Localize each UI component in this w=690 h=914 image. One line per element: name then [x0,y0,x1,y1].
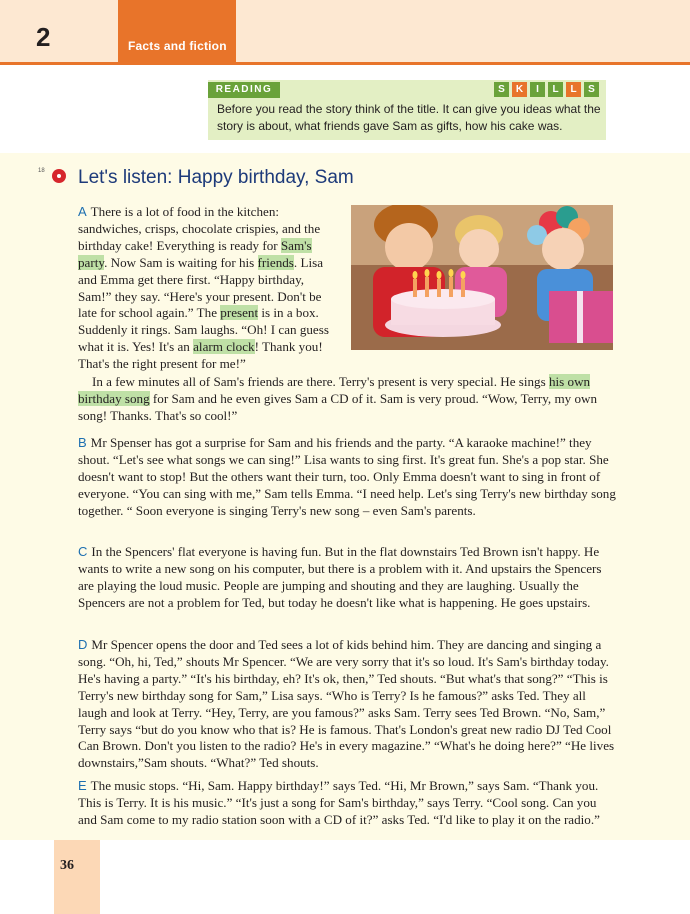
page-number-tab [54,840,100,914]
paragraph-text: Mr Spencer opens the door and Ted sees a lot of kids behind him. They are dancing and singing a song. “Oh, hi, Ted,” shouts Mr Spencer. “We are very sorry that it's so loud. It's Sam's birthday today. He's having a party.” “It's his birthday, eh? It's ok, then,” Ted shouts. “But what's that song?” “This is Terry's new birthday song for Sam,” Lisa says. “Who is Terry? Is he famous?” asks Ted. They all laugh and look at Terry. “Hey, Terry, are you famous?” asks Sam. Terry sees Ted Brown. “No, Sam,” Terry says “but do you know who that is? He is famous. That's London's great new radio DJ Ted Cool Can Brown. Don't you listen to the radio? He's in every magazine.” “What's he doing here?” “He lives downstairs,”Sam shouts. “What?” Ted shouts. [78,637,615,771]
story-paragraph-d [78,637,618,772]
chapter-number: 2 [36,22,51,52]
cd-audio-icon[interactable] [52,169,66,183]
page-number: 36 [60,858,74,873]
section-letter: E [78,778,87,793]
section-letter: B [78,435,87,450]
highlighted-word: Sam's party [78,237,312,270]
story-paragraph-a-continued [78,374,618,425]
story-paragraph-e [78,778,618,829]
highlighted-word: his own birthday song [78,374,591,406]
skills-badge [494,82,599,97]
skills-letter: S [494,82,509,97]
skills-letter: S [584,82,599,97]
skills-letter: K [512,82,527,97]
skills-letter: L [548,82,563,97]
highlighted-word: friends [257,254,294,270]
paragraph-text: ! Thank you! That's the right present for me!” [78,339,323,372]
skills-letter: L [566,82,581,97]
skills-letter: I [530,82,545,97]
paragraph-text: In the Spencers' flat everyone is having fun. But in the flat downstairs Ted Brown isn't happy. He wants to write a new song on his computer, but there is a problem with it. And upstairs the Spencers are playing the loud music. People are jumping and shouting and they are laughing. Usually the Spencers are not a problem for Ted, but today he doesn't like what is happening. He goes upstairs. [78,544,602,610]
skills-instructions: Before you read the story think of the title. It can give you ideas what the story is about, what friends gave Sam as gifts, how his cake was. [217,102,601,133]
paragraph-text: There is a lot of food in the kitchen: sandwiches, crisps, chocolate crispies, and the birthday cake! Everything is ready for [78,204,321,253]
story-paragraph-c [78,544,618,612]
birthday-cake-illustration-icon [351,205,613,350]
section-letter: C [78,544,88,559]
paragraph-text: In a few minutes all of Sam's friends are there. Terry's present is very special. He sings [92,374,549,389]
chapter-title: Facts and fiction [128,39,227,53]
story-paragraph-b [78,435,618,520]
section-letter: D [78,637,88,652]
paragraph-text: . Now Sam is waiting for his [104,254,258,270]
paragraph-text: Mr Spenser has got a surprise for Sam and his friends and the party. “A karaoke machine!” they shout. “Let's see what songs we can sing!” Lisa wants to sing first. It's great fun. She's a pop star. She doesn't want to stop! But the others want their turn, too. Only Emma doesn't want to sing in front of everyone. “You can sing with me,” Sam tells Emma. “I need help. Let's sing Terry's new birthday song together. “ Soon everyone is singing Terry's new song – even Sam's parents. [78,435,616,518]
highlighted-word: present [220,305,259,321]
story-title: Let's listen: Happy birthday, Sam [78,167,354,188]
paragraph-text: . Lisa and Emma get there first. “Happy birthday, Sam!” they say. “Here's your present. Don't be late for school again.” The [78,254,324,321]
highlighted-word: alarm clock [193,339,255,355]
story-paragraph-a [78,204,340,373]
paragraph-text: The music stops. “Hi, Sam. Happy birthday!” says Ted. “Hi, Mr Brown,” says Sam. “Thank you. This is Terry. It is his music.” “It's just a song for Sam's birthday,” says Terry. “Cool song. Can you and Sam come to my radio station soon with a CD of it?” asks Ted. “I'd like to play it on the radio.” [78,778,600,827]
birthday-party-photo [351,205,613,350]
paragraph-text: is in a box. Suddenly it rings. Sam laughs. “Oh! I can guess what it is. Yes! It's an [78,305,329,355]
reading-label: READING [208,82,280,98]
header-background [0,0,690,62]
track-number: 18 [38,168,45,174]
paragraph-text: for Sam and he even gives Sam a CD of it. Sam is very proud. “Wow, Terry, my own song! Thanks. That's so cool!” [78,390,598,423]
header-divider [0,62,690,65]
section-letter: A [78,204,87,219]
